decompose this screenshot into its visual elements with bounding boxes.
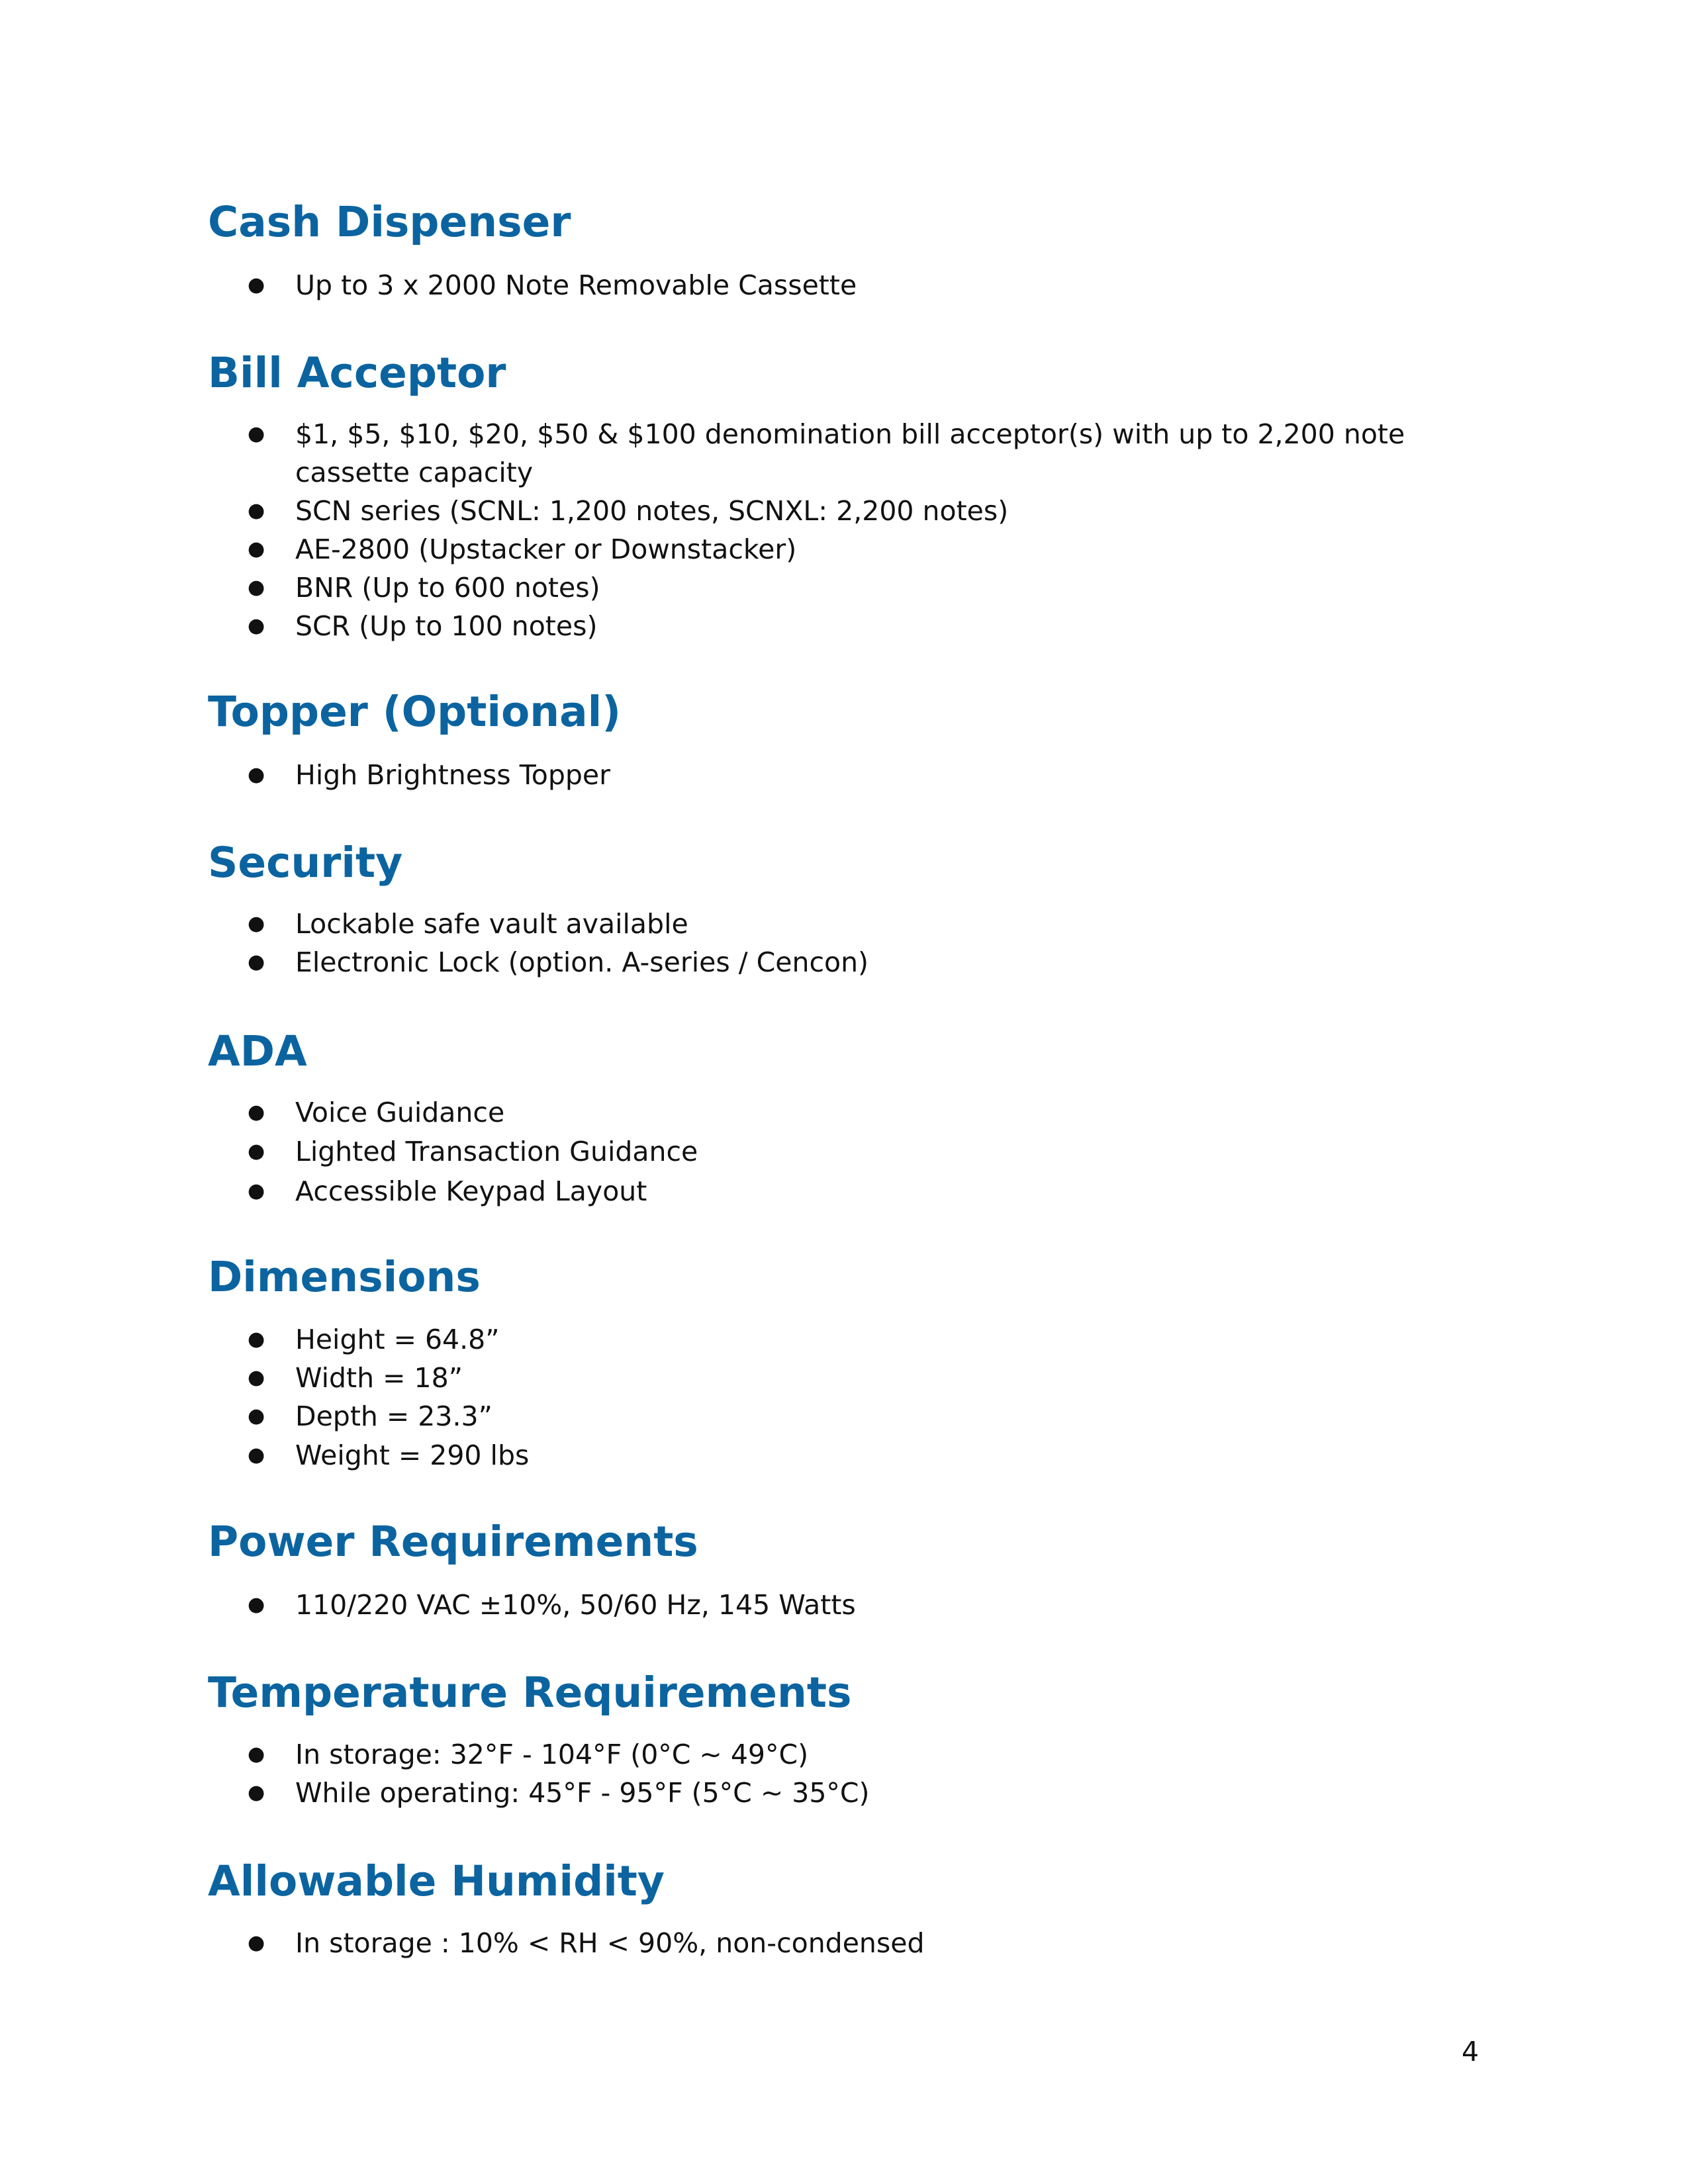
list-item-text: AE-2800 (Upstacker or Downstacker) (295, 533, 797, 565)
list-item (248, 607, 1460, 645)
list-item (248, 492, 1460, 530)
bullet-icon: ● (248, 1179, 265, 1203)
bullet-icon: ● (248, 1593, 265, 1616)
list-item-text: Lighted Transaction Guidance (295, 1136, 698, 1167)
bullet-icon: ● (248, 614, 265, 637)
list-item-text: Voice Guidance (295, 1097, 505, 1128)
bullet-icon: ● (248, 1101, 265, 1124)
list-item (248, 569, 1460, 607)
bullet-icon: ● (248, 1366, 265, 1389)
list-item-text: Width = 18” (295, 1362, 463, 1394)
list-item-text: SCR (Up to 100 notes) (295, 610, 598, 642)
list-item (248, 905, 1460, 943)
list-item-text: Lockable safe vault available (295, 908, 688, 940)
section-heading-topper: Topper (Optional) (208, 688, 622, 736)
list-item (248, 415, 1460, 492)
list-item-text: In storage: 32°F - 104°F (0°C ~ 49°C) (295, 1739, 809, 1770)
list-item (248, 1924, 1460, 1962)
list-item-text: Height = 64.8” (295, 1324, 500, 1355)
bullet-icon: ● (248, 1443, 265, 1467)
list-item (248, 530, 1460, 569)
list-item-text: Up to 3 x 2000 Note Removable Cassette (295, 269, 857, 301)
bullet-icon: ● (248, 912, 265, 935)
list-item (248, 756, 1460, 794)
list-item (248, 943, 1460, 981)
list-item (248, 266, 1460, 304)
bullet-icon: ● (248, 422, 265, 445)
bullet-icon: ● (248, 950, 265, 974)
bullet-icon: ● (248, 763, 265, 786)
list-item-text: Accessible Keypad Layout (295, 1175, 647, 1207)
section-heading-security: Security (208, 839, 403, 887)
list-item (248, 1320, 1460, 1359)
list-item-text: 110/220 VAC ±10%, 50/60 Hz, 145 Watts (295, 1589, 856, 1621)
section-heading-allowable-humidity: Allowable Humidity (208, 1857, 665, 1905)
list-item (248, 1359, 1460, 1397)
list-item-text: High Brightness Topper (295, 759, 610, 791)
list-item-text: While operating: 45°F - 95°F (5°C ~ 35°C) (295, 1777, 870, 1809)
section-heading-temperature-requirements: Temperature Requirements (208, 1668, 852, 1717)
list-item-text: Depth = 23.3” (295, 1400, 492, 1432)
list-item (248, 1735, 1460, 1774)
section-heading-dimensions: Dimensions (208, 1253, 481, 1301)
list-item-text: Electronic Lock (option. A-series / Cencon) (295, 946, 869, 978)
list-item (248, 1132, 1460, 1171)
section-heading-ada: ADA (208, 1027, 307, 1075)
bullet-icon: ● (248, 273, 265, 296)
section-heading-power-requirements: Power Requirements (208, 1518, 698, 1566)
list-item (248, 1172, 1460, 1210)
bullet-icon: ● (248, 499, 265, 522)
bullet-icon: ● (248, 1743, 265, 1766)
bullet-icon: ● (248, 576, 265, 599)
bullet-icon: ● (248, 537, 265, 561)
bullet-icon: ● (248, 1404, 265, 1428)
list-item (248, 1586, 1460, 1624)
bullet-icon: ● (248, 1781, 265, 1804)
page-number: 4 (1462, 2036, 1479, 2068)
list-item (248, 1436, 1460, 1475)
list-item (248, 1397, 1460, 1435)
list-item (248, 1093, 1460, 1132)
list-item-text: Weight = 290 lbs (295, 1439, 530, 1471)
list-item-text: $1, $5, $10, $20, $50 & $100 denomination bill acceptor(s) with up to 2,200 note cassette capacity (295, 418, 1405, 488)
list-item (248, 1774, 1460, 1812)
bullet-icon: ● (248, 1328, 265, 1351)
list-item-text: In storage : 10% < RH < 90%, non-condensed (295, 1927, 925, 1959)
section-heading-cash-dispenser: Cash Dispenser (208, 198, 571, 246)
section-heading-bill-acceptor: Bill Acceptor (208, 349, 506, 397)
bullet-icon: ● (248, 1931, 265, 1954)
bullet-icon: ● (248, 1140, 265, 1163)
list-item-text: BNR (Up to 600 notes) (295, 572, 600, 604)
list-item-text: SCN series (SCNL: 1,200 notes, SCNXL: 2,200 notes) (295, 495, 1009, 527)
